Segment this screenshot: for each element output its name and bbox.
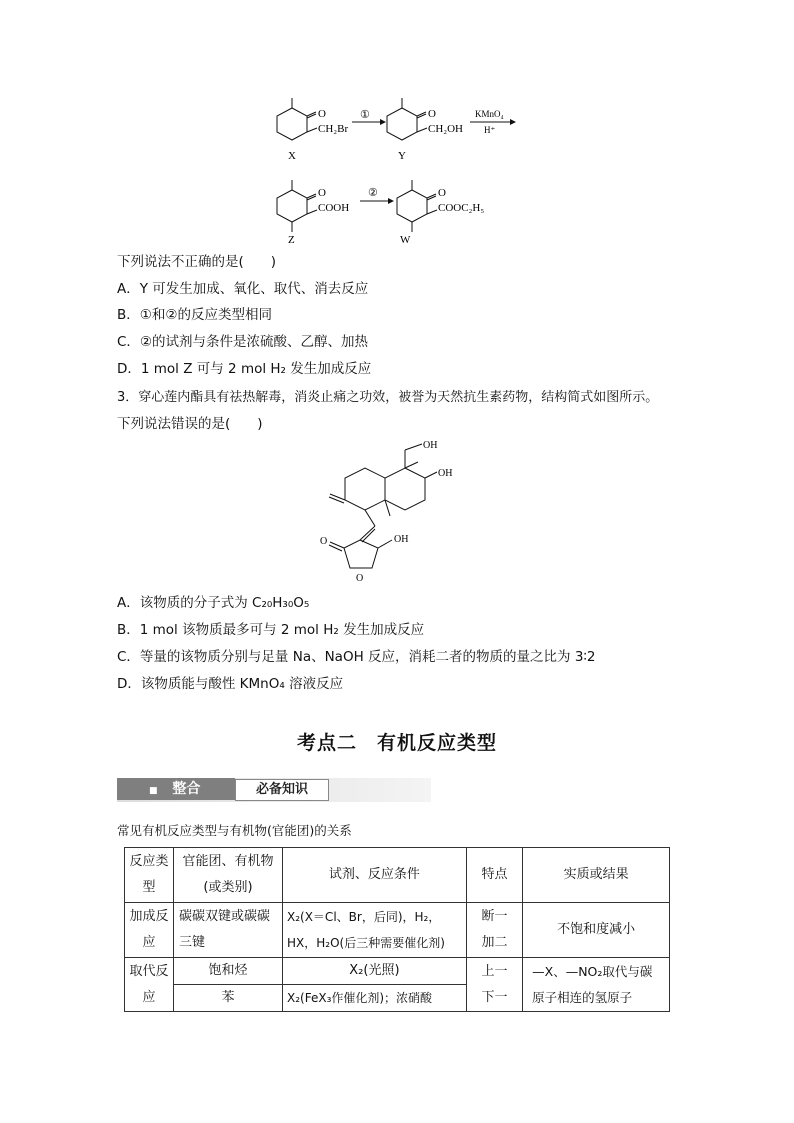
banner: [117, 778, 431, 802]
reaction-scheme: [260, 90, 540, 245]
y-substituent: CH₂OH: [428, 123, 464, 135]
label-z: Z: [288, 234, 295, 245]
andrographolide-structure: [320, 438, 480, 586]
label-y: Y: [398, 150, 406, 162]
molecule-z: [277, 180, 317, 232]
addition-result: 不饱和度减小: [523, 903, 670, 958]
header-type: 反应类型: [125, 848, 174, 903]
oh-lactone: OH: [394, 534, 409, 545]
q2-stem: 下列说法不正确的是( ): [117, 254, 277, 270]
q3-option-d: D．该物质能与酸性 KMnO₄ 溶液反应: [117, 676, 344, 692]
substitution-group-2: 苯: [174, 985, 283, 1012]
header-group: 官能团、有机物(或类别): [174, 848, 283, 903]
q3-option-a: A．该物质的分子式为 C₂₀H₃₀O₅: [117, 595, 310, 611]
substitution-group-1: 饱和烃: [174, 958, 283, 985]
molecule-y: [387, 98, 427, 140]
header-feature: 特点: [466, 848, 523, 903]
table-header-row: [125, 848, 670, 903]
x-ketone-o: O: [318, 108, 326, 120]
step-1-label: ①: [360, 109, 370, 121]
addition-type: 加成反应: [125, 903, 174, 958]
section-title: 考点二 有机反应类型: [296, 732, 497, 754]
q3-stem-line2: 下列说法错误的是( ): [117, 416, 263, 432]
q3-stem-line1: 3．穿心莲内酯具有祛热解毒，消炎止痛之功效，被誉为天然抗生素药物，结构简式如图所示。: [117, 390, 659, 405]
table-caption: 常见有机反应类型与有机物(官能团)的关系: [117, 823, 352, 838]
label-w: W: [400, 234, 411, 245]
banner-dark-label: 整合: [172, 781, 201, 797]
x-substituent: CH₂Br: [318, 123, 349, 135]
o-carbonyl: O: [320, 536, 328, 547]
q2-option-c: C．②的试剂与条件是浓硫酸、乙醇、加热: [117, 334, 369, 350]
addition-feature: 断一加二: [466, 903, 523, 958]
molecule-w: [397, 180, 437, 232]
addition-reagent: X₂(X＝Cl、Br，后同)，H₂， HX，H₂O(后三种需要催化剂): [283, 903, 467, 958]
w-substituent: COOC₂H₅: [438, 202, 485, 214]
reagent-top: KMnO₄: [475, 109, 504, 119]
substitution-reagent-2: X₂(FeX₃作催化剂)；浓硝酸: [283, 985, 467, 1012]
substitution-type: 取代反应: [125, 958, 174, 1012]
table-row-substitution-1: [125, 958, 670, 985]
header-result: 实质或结果: [523, 848, 670, 903]
substitution-feature: 上一下一: [466, 958, 523, 1012]
banner-light: 必备知识: [235, 779, 329, 801]
q3-option-c: C．等量的该物质分别与足量 Na、NaOH 反应，消耗二者的物质的量之比为 3∶2: [117, 649, 596, 665]
header-reagent: 试剂、反应条件: [283, 848, 467, 903]
reagent-bottom: H⁺: [484, 125, 496, 135]
oh-top: OH: [423, 440, 438, 451]
banner-dark: [117, 778, 235, 800]
w-ketone-o: O: [438, 187, 446, 199]
addition-group: 碳碳双键或碳碳三键: [174, 903, 283, 958]
oh-ring: OH: [438, 468, 453, 479]
y-ketone-o: O: [428, 108, 436, 120]
o-ring: O: [356, 573, 364, 584]
z-ketone-o: O: [318, 187, 326, 199]
molecule-x: [277, 98, 317, 140]
z-substituent: COOH: [318, 202, 350, 214]
q2-option-b: B．①和②的反应类型相同: [117, 307, 272, 323]
table-row-addition: [125, 903, 670, 958]
step-2-label: ②: [368, 187, 378, 199]
banner-marker: ■: [149, 786, 158, 796]
q2-option-d: D．1 mol Z 可与 2 mol H₂ 发生加成反应: [117, 361, 372, 377]
reaction-type-table: [124, 847, 670, 1012]
substitution-reagent-1: X₂(光照): [283, 958, 467, 985]
q2-option-a: A．Y 可发生加成、氧化、取代、消去反应: [117, 281, 369, 297]
substitution-result: —X、—NO₂取代与碳原子相连的氢原子: [523, 958, 670, 1012]
label-x: X: [288, 150, 296, 162]
q3-option-b: B．1 mol 该物质最多可与 2 mol H₂ 发生加成反应: [117, 622, 425, 638]
